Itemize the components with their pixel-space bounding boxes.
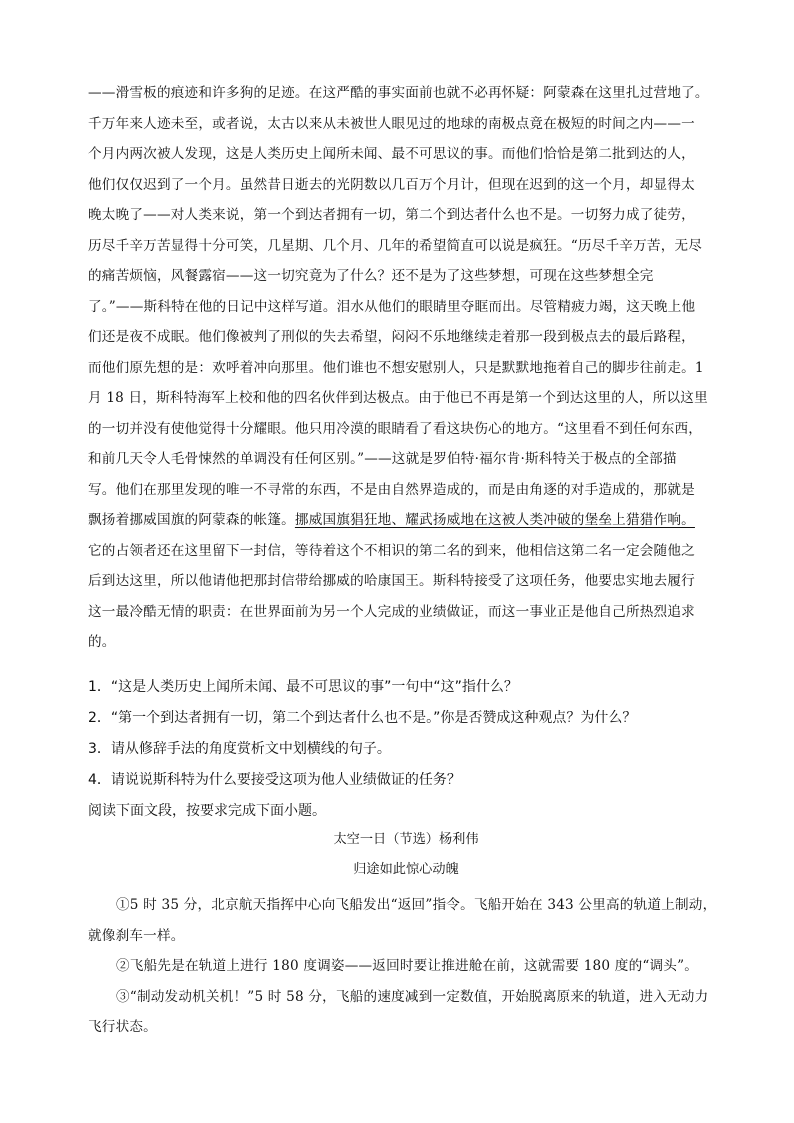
passage-line: 的。	[88, 634, 116, 650]
paragraph-line: 飞行状态。	[88, 1019, 157, 1035]
passage-line: 个月内两次被人发现，这是人类历史上闻所未闻、最不可思议的事。而他们恰恰是第二批到达的人，	[88, 146, 695, 162]
passage-line: 们还是夜不成眠。他们像被判了刑似的失去希望，闷闷不乐地继续走着那一段到极点去的最后路程，	[88, 329, 695, 345]
passage-line: 的痛苦烦恼，风餐露宿——这一切究竟为了什么？还不是为了这些梦想，可现在这些梦想全完	[88, 268, 654, 284]
paragraph-line: ①5 时 35 分，北京航天指挥中心向飞船发出“返回”指令。飞船开始在 343 公里高的轨道上制动，	[116, 897, 717, 913]
paragraph-line: 就像刹车一样。	[88, 927, 185, 944]
passage-line: ——滑雪板的痕迹和许多狗的足迹。在这严酷的事实面前也就不必再怀疑：阿蒙森在这里扎过营地了。	[88, 85, 709, 101]
passage-line: 历尽千辛万苦显得十分可笑，几星期、几个月、几年的希望简直可以说是疯狂。“历尽千辛万苦，无尽	[88, 237, 703, 254]
passage-line: 的一切并没有使他觉得十分耀眼。他只用冷漠的眼睛看了看这块伤心的地方。“这里看不到任何东西，	[88, 420, 703, 437]
section-subtitle: 归途如此惊心动魄	[353, 862, 459, 877]
passage-line-with-underline	[88, 505, 724, 536]
paragraph-line: ②飞船先是在轨道上进行 180 度调姿——返回时要让推进舱在前，这就需要 180 度的“调头”。	[116, 958, 699, 974]
question-4: 4．请说说斯科特为什么要接受这项为他人业绩做证的任务？	[88, 772, 461, 788]
passage-line: 了。”——斯科特在他的日记中这样写道。泪水从他们的眼睛里夺眶而出。尽管精疲力竭，这天晚上他	[88, 298, 696, 315]
passage-line: 和前几天令人毛骨悚然的单调没有任何区别。”——这就是罗伯特·福尔肯·斯科特关于极点的全部描	[88, 451, 677, 467]
question-1: 1．“这是人类历史上闻所未闻、最不可思议的事”一句中“这”指什么？	[88, 679, 518, 695]
passage-line: 它的占领者还在这里留下一封信，等待着这个不相识的第二名的到来，他相信这第二名一定会随他之	[88, 542, 695, 559]
reading-passage	[88, 78, 724, 658]
passage-line: 千万年来人迹未至，或者说，太古以来从未被世人眼见过的地球的南极点竟在极短的时间之内——一	[88, 115, 695, 132]
passage-line: 后到达这里，所以他请他把那封信带给挪威的哈康国王。斯科特接受了这项任务，他要忠实地去履行	[88, 573, 695, 589]
passage-line: 他们仅仅迟到了一个月。虽然昔日逝去的光阴数以几百万个月计，但现在迟到的这一个月，却显得太	[88, 176, 695, 193]
paragraph-line: ③“制动发动机关机！”5 时 58 分，飞船的速度减到一定数值，开始脱离原来的轨道，进入无动力	[116, 988, 709, 1005]
section-body	[88, 890, 724, 1043]
instruction-text: 阅读下面文段，按要求完成下面小题。	[88, 803, 326, 819]
passage-line: 这一最冷酷无情的职责：在世界面前为另一个人完成的业绩做证，而这一事业正是他自己所热烈追求	[88, 603, 695, 620]
passage-line: 晚太晚了——对人类来说，第一个到达者拥有一切，第二个到达者什么也不是。一切努力成了徒劳，	[88, 207, 695, 223]
question-2: 2．“第一个到达者拥有一切，第二个到达者什么也不是。”你是否赞成这种观点？为什么？	[88, 710, 637, 726]
passage-text: 飘扬着挪威国旗的阿蒙森的帐篷。	[88, 512, 295, 528]
underlined-sentence: 挪威国旗猖狂地、耀武扬威地在这被人类冲破的堡垒上猎猎作响。	[294, 512, 695, 528]
section-title: 太空一日（节选）杨利伟	[333, 832, 479, 847]
passage-line: 写。他们在那里发现的唯一不寻常的东西，不是由自然界造成的，而是由角逐的对手造成的，那就是	[88, 481, 695, 498]
question-list	[88, 672, 724, 827]
passage-line: 而他们原先想的是：欢呼着冲向那里。他们谁也不想安慰别人，只是默默地拖着自己的脚步往前走。1	[88, 359, 704, 376]
passage-line: 月 18 日，斯科特海军上校和他的四名伙伴到达极点。由于他已不再是第一个到达这里的人，所以这里	[88, 390, 708, 406]
question-3: 3．请从修辞手法的角度赏析文中划横线的句子。	[88, 741, 391, 757]
